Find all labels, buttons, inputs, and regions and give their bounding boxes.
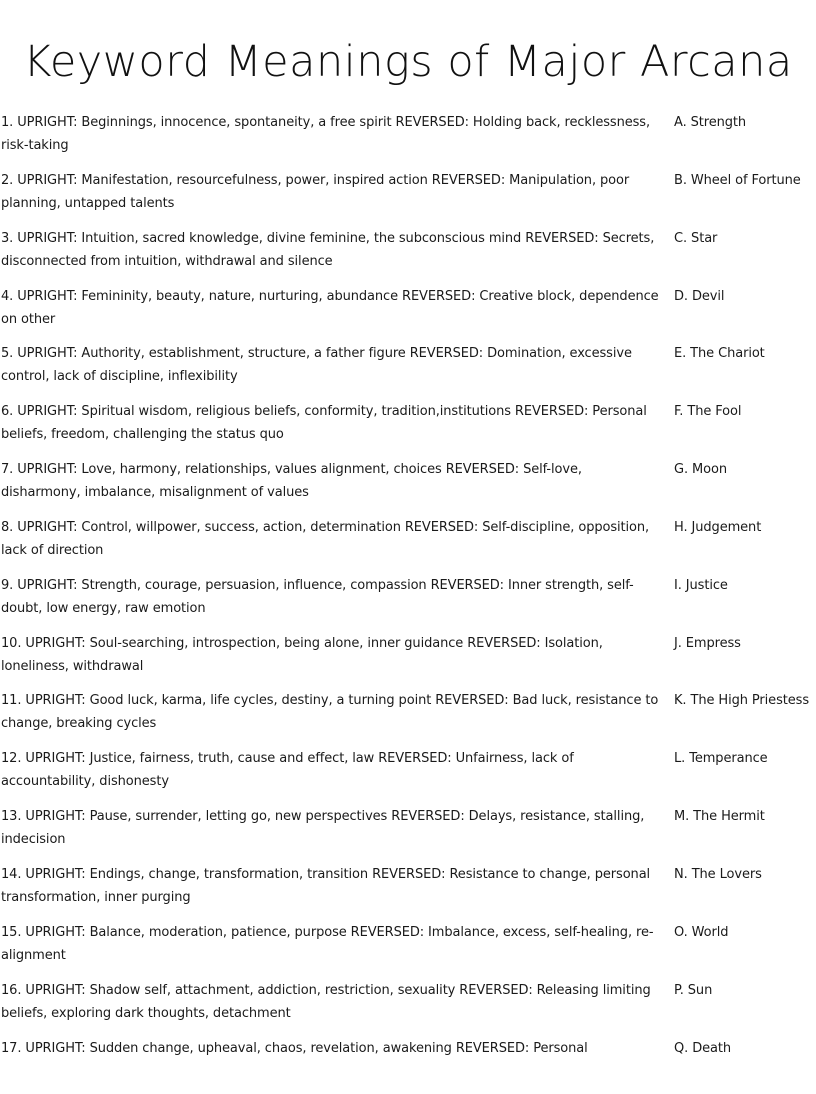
card-name: L. Temperance: [674, 747, 816, 770]
card-name: H. Judgement: [674, 516, 816, 539]
card-name: I. Justice: [674, 574, 816, 597]
list-item: [0, 574, 816, 632]
list-item: [0, 285, 816, 343]
card-name: G. Moon: [674, 458, 816, 481]
list-item: [0, 863, 816, 921]
list-item: [0, 400, 816, 458]
page-title: Keyword Meanings of Major Arcana: [0, 30, 816, 94]
list-item: [0, 1037, 816, 1094]
card-name: P. Sun: [674, 979, 816, 1002]
card-name: O. World: [674, 921, 816, 944]
list-item: [0, 689, 816, 747]
list-item: [0, 805, 816, 863]
meaning-text: 1. UPRIGHT: Beginnings, innocence, spontaneity, a free spirit REVERSED: Holding back, recklessness, risk-taking: [1, 111, 661, 157]
meaning-text: 17. UPRIGHT: Sudden change, upheaval, chaos, revelation, awakening REVERSED: Personal: [1, 1037, 661, 1060]
card-name: C. Star: [674, 227, 816, 250]
meaning-text: 15. UPRIGHT: Balance, moderation, patience, purpose REVERSED: Imbalance, excess, self-healing, re-alignment: [1, 921, 661, 967]
meaning-text: 10. UPRIGHT: Soul-searching, introspection, being alone, inner guidance REVERSED: Isolation, loneliness, withdrawal: [1, 632, 661, 678]
card-name: F. The Fool: [674, 400, 816, 423]
meaning-text: 13. UPRIGHT: Pause, surrender, letting go, new perspectives REVERSED: Delays, resistance, stalling, indecision: [1, 805, 661, 851]
meaning-text: 7. UPRIGHT: Love, harmony, relationships, values alignment, choices REVERSED: Self-love, disharmony, imbalance, misalignment of values: [1, 458, 661, 504]
list-item: [0, 458, 816, 516]
card-name: D. Devil: [674, 285, 816, 308]
meaning-text: 6. UPRIGHT: Spiritual wisdom, religious beliefs, conformity, tradition,institutions REVERSED: Personal beliefs, freedom, challenging the status quo: [1, 400, 661, 446]
card-name: K. The High Priestess: [674, 689, 816, 712]
list-item: [0, 632, 816, 690]
meaning-text: 11. UPRIGHT: Good luck, karma, life cycles, destiny, a turning point REVERSED: Bad luck, resistance to change, breaking cycles: [1, 689, 661, 735]
list-item: [0, 342, 816, 400]
card-name: J. Empress: [674, 632, 816, 655]
meaning-text: 2. UPRIGHT: Manifestation, resourcefulness, power, inspired action REVERSED: Manipulation, poor planning, untapped talents: [1, 169, 661, 215]
meaning-text: 12. UPRIGHT: Justice, fairness, truth, cause and effect, law REVERSED: Unfairness, lack of accountability, dishonesty: [1, 747, 661, 793]
card-name: A. Strength: [674, 111, 816, 134]
meaning-text: 4. UPRIGHT: Femininity, beauty, nature, nurturing, abundance REVERSED: Creative block, dependence on other: [1, 285, 661, 331]
card-name: M. The Hermit: [674, 805, 816, 828]
meaning-text: 9. UPRIGHT: Strength, courage, persuasion, influence, compassion REVERSED: Inner strength, self-doubt, low energy, raw emotion: [1, 574, 661, 620]
meaning-text: 8. UPRIGHT: Control, willpower, success, action, determination REVERSED: Self-discipline, opposition, lack of direction: [1, 516, 661, 562]
list-item: [0, 227, 816, 285]
list-item: [0, 111, 816, 169]
meaning-text: 3. UPRIGHT: Intuition, sacred knowledge, divine feminine, the subconscious mind REVERSED: Secrets, disconnected from intuition, withdrawal and silence: [1, 227, 661, 273]
card-name: B. Wheel of Fortune: [674, 169, 816, 192]
list-item: [0, 747, 816, 805]
matching-list: [0, 111, 816, 1094]
list-item: [0, 516, 816, 574]
meaning-text: 5. UPRIGHT: Authority, establishment, structure, a father figure REVERSED: Domination, excessive control, lack of discipline, inflexibility: [1, 342, 661, 388]
card-name: Q. Death: [674, 1037, 816, 1060]
list-item: [0, 979, 816, 1037]
meaning-text: 14. UPRIGHT: Endings, change, transformation, transition REVERSED: Resistance to change, personal transformation, inner purging: [1, 863, 661, 909]
meaning-text: 16. UPRIGHT: Shadow self, attachment, addiction, restriction, sexuality REVERSED: Releasing limiting beliefs, exploring dark thoughts, detachment: [1, 979, 661, 1025]
list-item: [0, 169, 816, 227]
card-name: N. The Lovers: [674, 863, 816, 886]
card-name: E. The Chariot: [674, 342, 816, 365]
list-item: [0, 921, 816, 979]
